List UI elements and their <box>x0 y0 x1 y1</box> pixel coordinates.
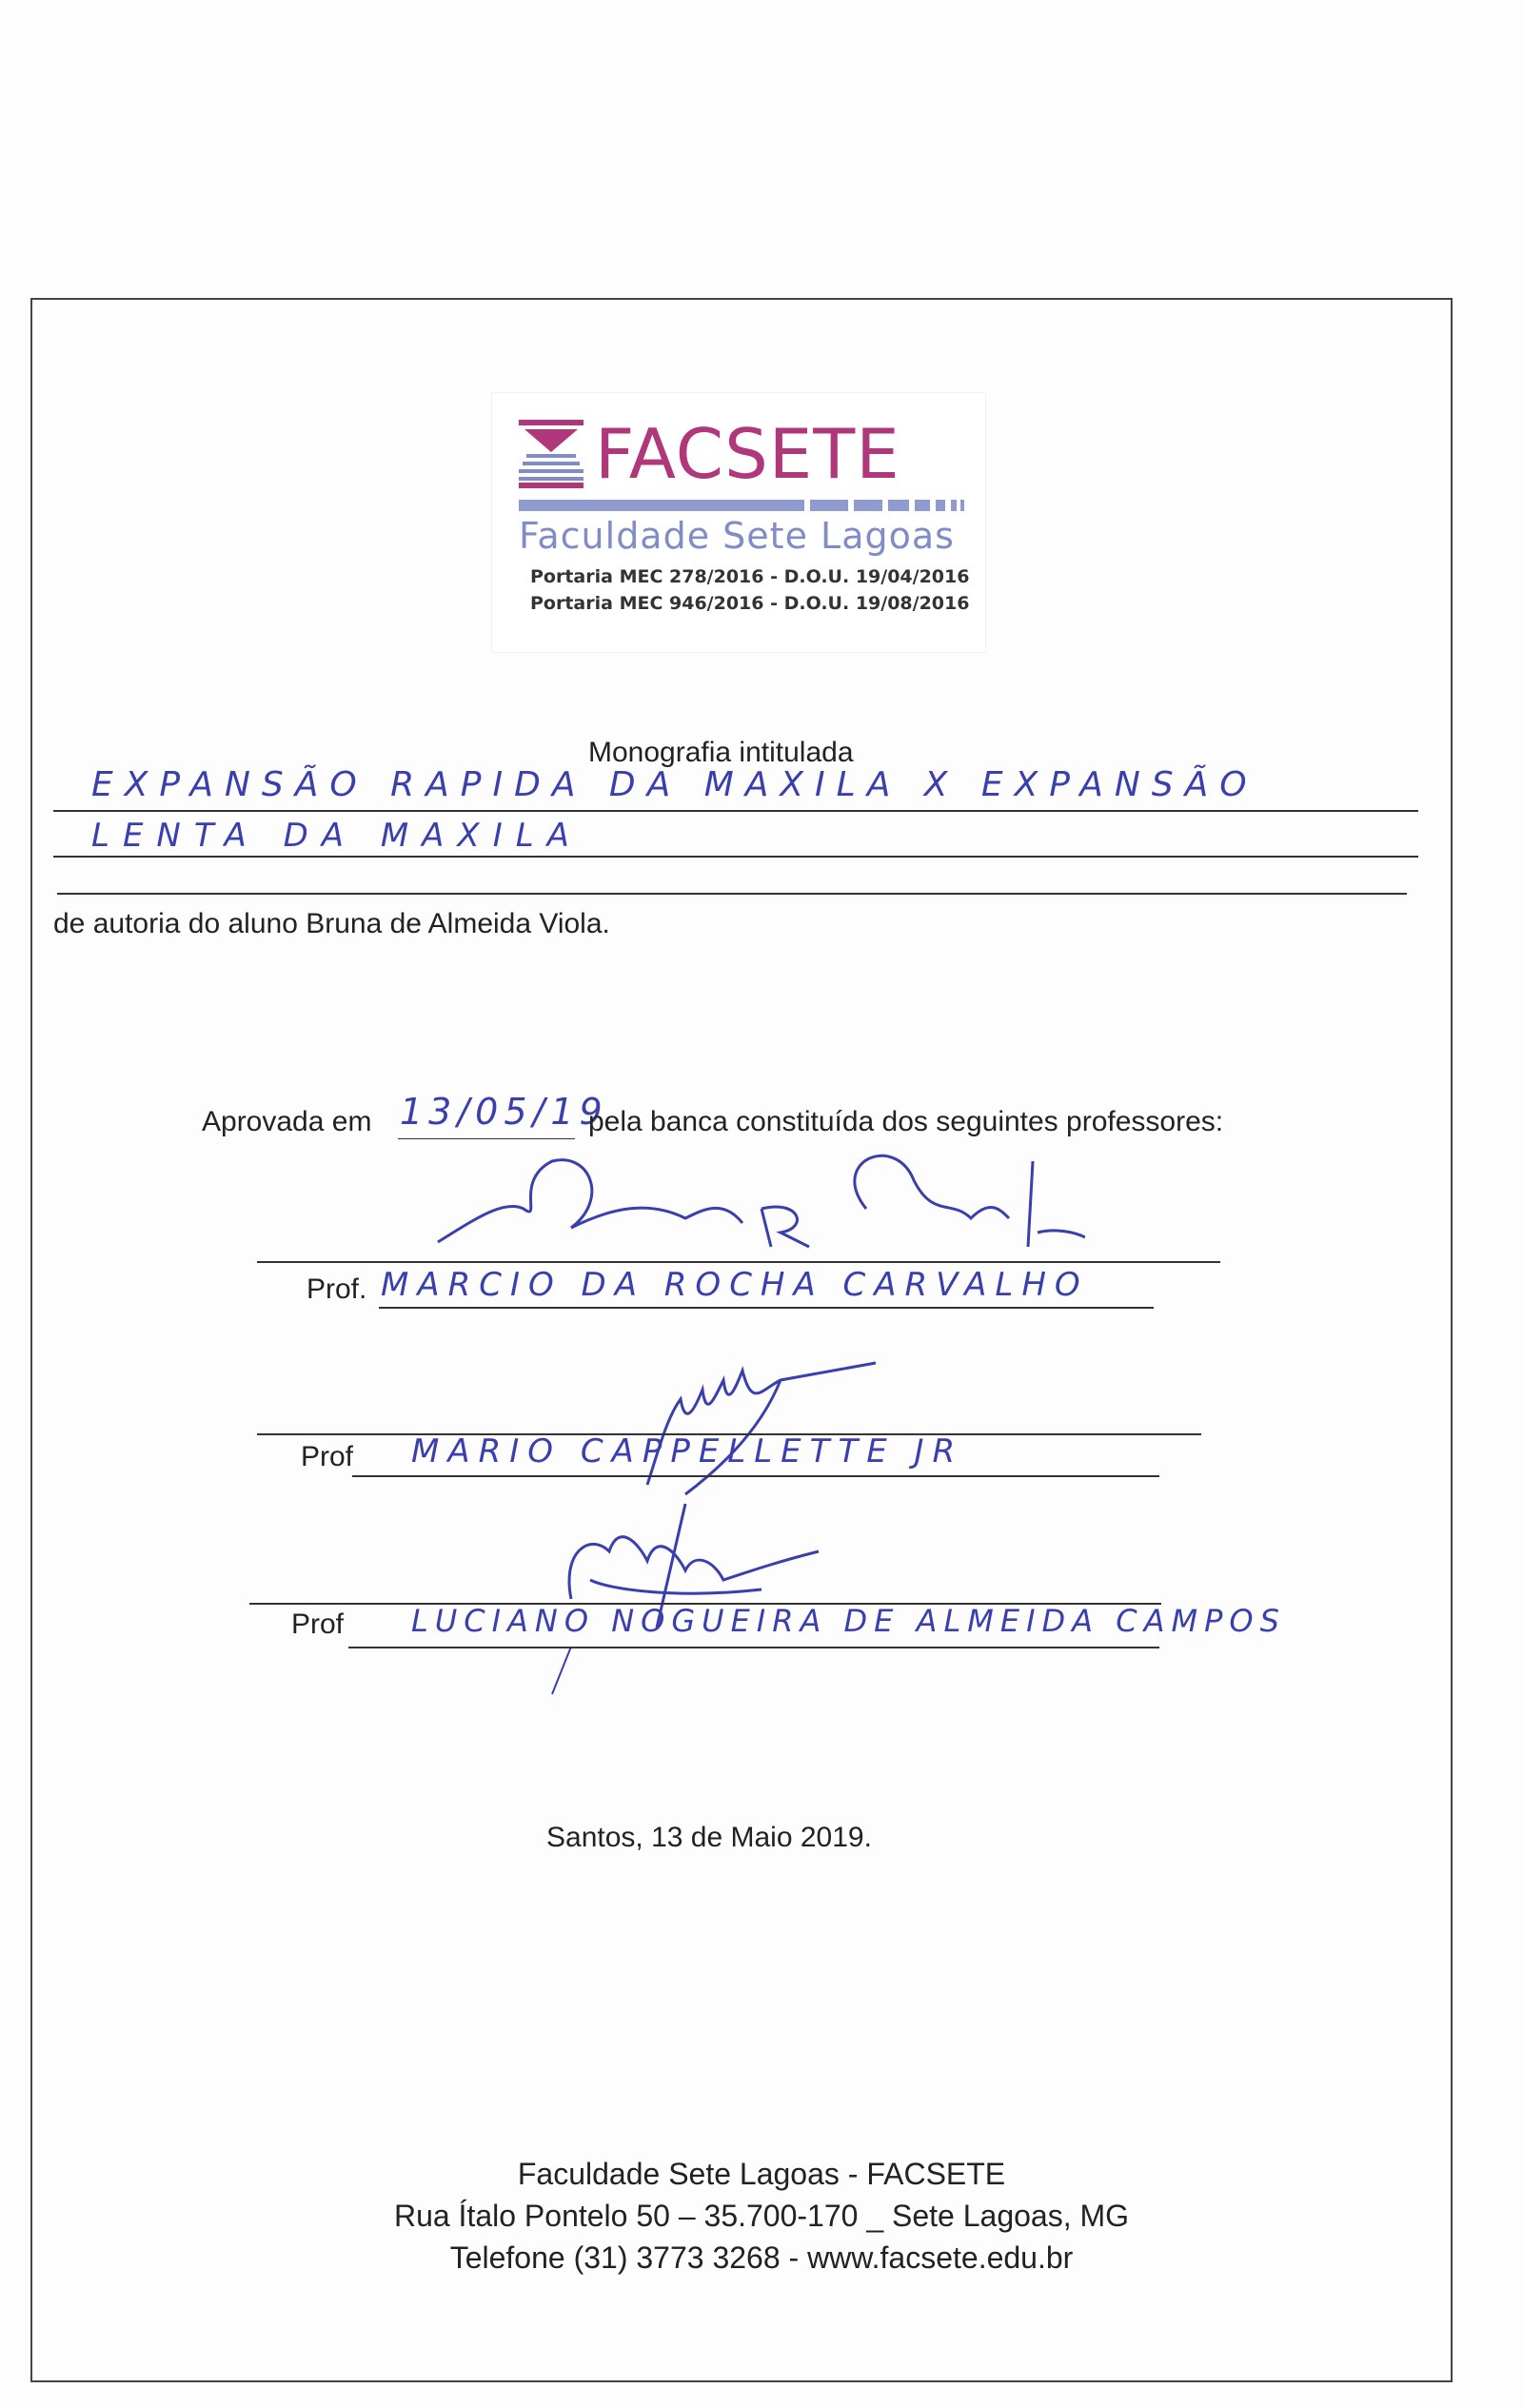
approval-prefix: Aprovada em <box>202 1106 372 1137</box>
logo-bar <box>519 500 966 511</box>
portaria-2: Portaria MEC 946/2016 - D.O.U. 19/08/2016 <box>530 593 970 614</box>
logo-subtitle: Faculdade Sete Lagoas <box>519 515 955 557</box>
professor-2-name: MARIO CAPPELLETTE JR <box>411 1432 964 1470</box>
professor-3-name-rule <box>348 1647 1159 1648</box>
approval-date-rule <box>398 1138 575 1139</box>
facsete-logo <box>491 392 986 653</box>
place-date: Santos, 13 de Maio 2019. <box>546 1822 872 1853</box>
professor-1-name: MARCIO DA ROCHA CARVALHO <box>381 1266 1089 1304</box>
author-text: de autoria do aluno Bruna de Almeida Viola. <box>53 908 610 939</box>
footer-institution: Faculdade Sete Lagoas - FACSETE <box>517 2157 1006 2191</box>
title-line-3-rule <box>57 893 1407 895</box>
monograph-heading: Monografia intitulada <box>588 737 854 768</box>
signature-2 <box>590 1352 895 1504</box>
professor-1-name-rule <box>379 1307 1154 1309</box>
footer-contact: Telefone (31) 3773 3268 - www.facsete.edu.br <box>449 2240 1074 2275</box>
facsete-emblem-icon <box>519 420 583 488</box>
approval-suffix: pela banca constituída dos seguintes professores: <box>588 1106 1224 1137</box>
professor-3-label: Prof <box>291 1609 345 1640</box>
signature-rule-1 <box>257 1261 1220 1263</box>
title-line-1-rule <box>53 810 1418 812</box>
professor-2-label: Prof <box>301 1441 354 1472</box>
portaria-1: Portaria MEC 278/2016 - D.O.U. 19/04/2016 <box>530 566 970 587</box>
signature-3 <box>533 1494 857 1704</box>
title-line-2-rule <box>53 856 1418 858</box>
professor-3-name: LUCIANO NOGUEIRA DE ALMEIDA CAMPOS <box>411 1603 1286 1639</box>
logo-name: FACSETE <box>595 414 900 494</box>
professor-1-label: Prof. <box>307 1273 367 1305</box>
signature-1 <box>419 1142 1085 1275</box>
professor-2-name-rule <box>352 1475 1159 1477</box>
footer-address: Rua Ítalo Pontelo 50 – 35.700-170 _ Sete Lagoas, MG <box>393 2199 1130 2233</box>
monograph-title-line-1: EXPANSÃO RAPIDA DA MAXILA X EXPANSÃO <box>91 765 1258 804</box>
monograph-title-line-2: LENTA DA MAXILA <box>91 817 583 855</box>
approval-date: 13/05/19 <box>400 1091 608 1133</box>
